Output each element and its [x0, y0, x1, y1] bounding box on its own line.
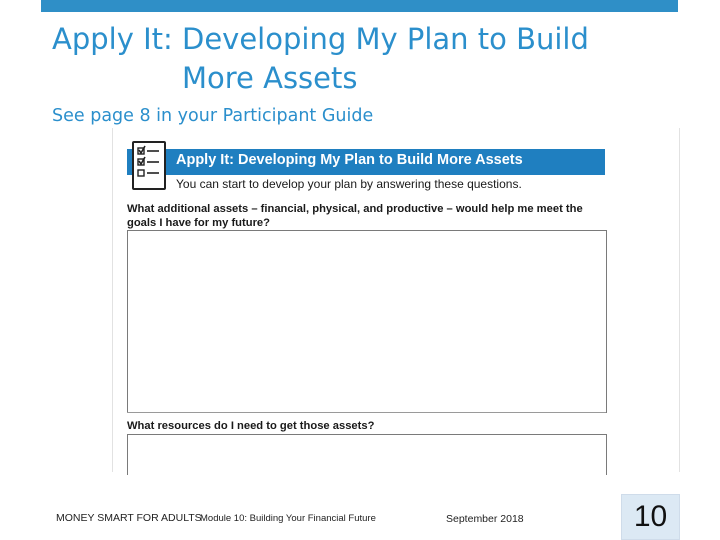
question-2: What resources do I need to get those assets?: [127, 420, 375, 432]
page-number-box: [621, 494, 680, 540]
participant-guide-excerpt: [112, 128, 680, 472]
question-1: What additional assets – financial, physical, and productive – would help me meet the goals I have for my future?: [127, 203, 583, 229]
answer-box-1: [127, 230, 607, 413]
page-number: 10: [633, 500, 668, 533]
guide-heading: Apply It: Developing My Plan to Build More Assets: [176, 152, 523, 168]
footer-module: Module 10: Building Your Financial Future: [200, 513, 376, 524]
footer-program-name: MONEY SMART FOR ADULTS: [56, 512, 202, 524]
answer-box-1-divider: [127, 412, 606, 413]
top-accent-bar: [41, 0, 678, 12]
slide-title-line1: Apply It: Developing My Plan to Build: [52, 22, 589, 56]
slide-title: [52, 20, 652, 98]
checklist-icon: [132, 141, 166, 190]
slide-title-line2: More Assets: [182, 61, 358, 95]
slide-subtitle: See page 8 in your Participant Guide: [52, 106, 374, 126]
answer-box-2: [127, 434, 607, 475]
footer-date: September 2018: [446, 513, 524, 525]
guide-intro: You can start to develop your plan by answering these questions.: [176, 177, 522, 191]
